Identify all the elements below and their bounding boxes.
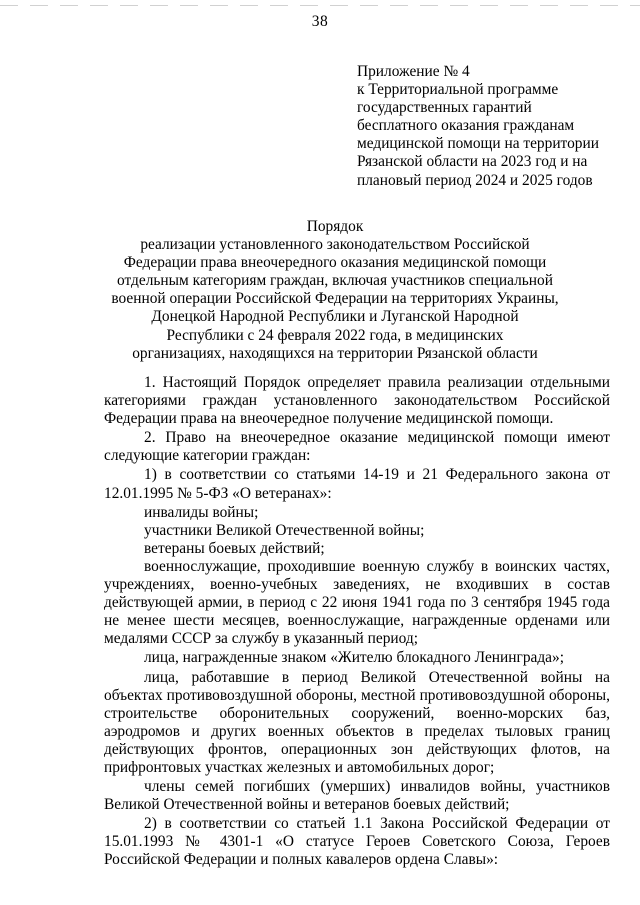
document-body xyxy=(104,374,610,870)
page-number: 38 xyxy=(311,13,329,30)
appendix-line: Приложение № 4 xyxy=(357,63,470,80)
list-item: ветераны боевых действий; xyxy=(144,539,325,557)
appendix-line: плановый период 2024 и 2025 годов xyxy=(357,171,593,189)
appendix-line: государственных гарантий xyxy=(357,99,532,117)
appendix-block xyxy=(357,63,617,190)
appendix-line: к Территориальной программе xyxy=(357,81,559,99)
list-item: инвалиды войны; xyxy=(144,503,259,521)
title-heading: Порядок xyxy=(306,218,364,235)
list-item: военнослужащие, проходившие военную службу в воинских частях, учреждениях, военно-учебных заведениях, не входивших в состав действующей армии, в период с 22 июня 1941 года по 3 сентября 1945 года не менее шести месяцев, военнослужащие, награжденные орденами или медалями СССР за службу в указанный период; xyxy=(104,557,610,648)
list-item: лица, работавшие в период Великой Отечественной войны на объектах противовоздушной обороны, местной противовоздушной обороны, строительстве оборонительных сооружений, военно-морских баз, аэродромов и других военных объектов в пределах тыловых границ действующих фронтов, операционных зон действующих флотов, на прифронтовых участках железных и автомобильных дорог; xyxy=(104,668,610,776)
title-line: Республики с 24 февраля 2022 года, в медицинских xyxy=(166,326,504,344)
title-line: Донецкой Народной Республики и Луганской Народной xyxy=(151,308,519,326)
title-line: реализации установленного законодательством Российской xyxy=(140,236,530,254)
paragraph: 1) в соответствии со статьями 14-19 и 21 Федерального закона от 12.01.1995 № 5-ФЗ «О ветеранах»: xyxy=(104,466,610,502)
list-item: лица, награжденные знаком «Жителю блокадного Ленинграда»; xyxy=(144,649,564,667)
title-line: Федерации права внеочередного оказания медицинской помощи xyxy=(123,254,547,272)
scan-artifact-line xyxy=(0,5,640,6)
title-line: организациях, находящихся на территории Рязанской области xyxy=(132,344,538,362)
appendix-line: медицинской помощи на территории xyxy=(357,135,599,153)
list-item: члены семей погибших (умерших) инвалидов войны, участников Великой Отечественной войны и ветеранов боевых действий; xyxy=(104,778,610,814)
appendix-line: бесплатного оказания гражданам xyxy=(357,117,575,135)
title-line: военной операции Российской Федерации на территориях Украины, xyxy=(111,290,559,308)
title-line: отдельным категориям граждан, включая участников специальной xyxy=(117,272,553,290)
paragraph: 2. Право на внеочередное оказание медицинской помощи имеют следующие категории граждан: xyxy=(104,429,610,465)
paragraph: 2) в соответствии со статьей 1.1 Закона Российской Федерации от 15.01.1993 № 4301-1 «О статусе Героев Советского Союза, Героев Российской Федерации и полных кавалеров ордена Славы»: xyxy=(104,815,610,869)
paragraph: 1. Настоящий Порядок определяет правила реализации отдельными категориями граждан установленного законодательством Российской Федерации права на внеочередное получение медицинской помощи. xyxy=(104,374,610,428)
list-item: участники Великой Отечественной войны; xyxy=(144,521,425,539)
appendix-line: Рязанской области на 2023 год и на xyxy=(357,153,588,171)
document-title xyxy=(100,218,570,363)
